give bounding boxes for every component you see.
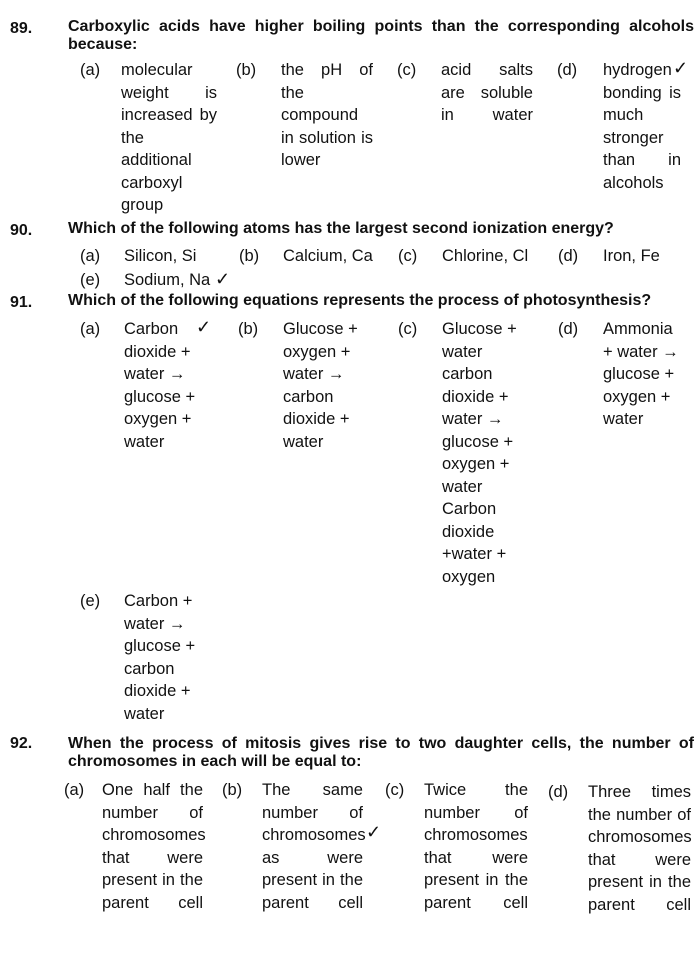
option-text: Silicon, Si xyxy=(124,247,197,265)
option-label: (d) xyxy=(557,61,578,79)
option-label: (d) xyxy=(548,783,569,801)
option-label: (a) xyxy=(64,781,85,799)
option-text: Iron, Fe xyxy=(603,247,660,265)
option-text: The same number of chromosomes as were present in the parent cell xyxy=(262,781,366,912)
option-text: hydrogen bonding is much stronger than in alcohols xyxy=(603,61,681,192)
option-text: acid salts are soluble in water xyxy=(441,61,533,124)
option-text: Calcium, Ca xyxy=(283,247,373,265)
option-label: (b) xyxy=(236,61,257,79)
question-number: 91. xyxy=(10,294,33,311)
option-text: Sodium, Na xyxy=(124,271,211,289)
check-mark-icon: ✓ xyxy=(366,822,382,842)
option-label: (b) xyxy=(239,247,260,265)
option-label: (c) xyxy=(385,781,405,799)
option-text: Chlorine, Cl xyxy=(442,247,529,265)
check-mark-icon: ✓ xyxy=(215,269,231,289)
option-text: Glucose + oxygen + water → carbon dioxide + water xyxy=(283,320,358,451)
option-text: Ammonia + water → glucose + oxygen + water xyxy=(603,320,679,428)
option-label: (e) xyxy=(80,592,101,610)
check-mark-icon: ✓ xyxy=(196,317,212,337)
option-text: Carbon dioxide + water → glucose + oxygen + water xyxy=(124,320,196,451)
option-text: Glucose + water carbon dioxide + water → glucose + oxygen + water Carbon dioxide +water + oxygen xyxy=(442,320,517,586)
option-label: (a) xyxy=(80,320,101,338)
question-number: 92. xyxy=(10,735,33,752)
option-label: (a) xyxy=(80,247,101,265)
option-text: Three times the number of chromosomes that were present in the parent cell xyxy=(588,783,692,914)
option-label: (a) xyxy=(80,61,101,79)
option-text: One half the number of chromosomes that were present in the parent cell xyxy=(102,781,206,912)
option-label: (d) xyxy=(558,320,579,338)
question-number: 89. xyxy=(10,20,33,37)
option-label: (b) xyxy=(222,781,243,799)
question-text: Carboxylic acids have higher boiling points than the corresponding alcohols because: xyxy=(68,18,694,53)
check-mark-icon: ✓ xyxy=(673,58,689,78)
option-text: the pH of the compound in solution is lower xyxy=(281,61,373,169)
option-label: (c) xyxy=(398,247,418,265)
option-label: (c) xyxy=(397,61,417,79)
option-label: (b) xyxy=(238,320,259,338)
option-text: Twice the number of chromosomes that were present in the parent cell xyxy=(424,781,528,912)
option-label: (d) xyxy=(558,247,579,265)
option-label: (c) xyxy=(398,320,418,338)
question-text: Which of the following atoms has the largest second ionization energy? xyxy=(68,220,614,237)
question-text: Which of the following equations represents the process of photosynthesis? xyxy=(68,292,652,309)
option-text: Carbon + water → glucose + carbon dioxide + water xyxy=(124,592,196,723)
question-number: 90. xyxy=(10,222,33,239)
option-text: molecular weight is increased by the additional carboxyl group xyxy=(121,61,217,214)
question-text: When the process of mitosis gives rise to two daughter cells, the number of chromosomes in each will be equal to: xyxy=(68,735,694,770)
option-label: (e) xyxy=(80,271,101,289)
